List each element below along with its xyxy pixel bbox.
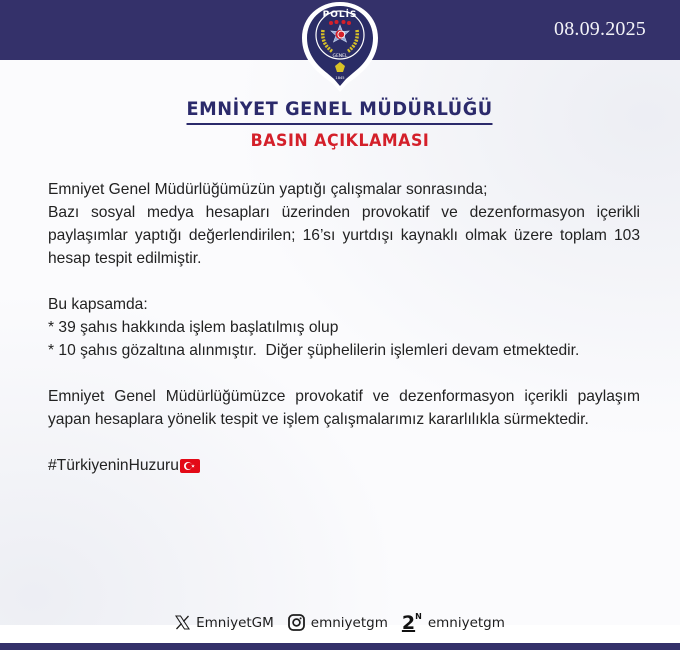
press-release-date: 08.09.2025 — [554, 18, 646, 40]
nsosyal-handle[interactable]: emniyetgm — [427, 614, 505, 631]
x-handle[interactable]: EmniyetGM — [196, 614, 274, 631]
organization-title: EMNİYET GENEL MÜDÜRLÜĞÜ — [187, 98, 493, 125]
police-emblem-icon — [299, 0, 381, 92]
paragraph-conclusion: Emniyet Genel Müdürlüğümüzce provokatif ve dezenformasyon içerikli paylaşım yapan hesaplara yönelik tespit ve işlem çalışmalarımız kararlılıkla sürmektedir. — [48, 388, 640, 428]
social-link-x[interactable] — [175, 615, 274, 631]
footer-band — [0, 643, 680, 650]
hashtag-text[interactable]: #TürkiyeninHuzuru — [48, 457, 179, 474]
bullet-item: * 10 şahıs gözaltına alınmıştır. Diğer şüphelilerin işlemleri devam etmektedir. — [48, 342, 580, 359]
press-release-heading: BASIN AÇIKLAMASI — [250, 131, 430, 151]
turkey-flag-icon — [180, 459, 200, 473]
svg-text:POLİS: POLİS — [322, 10, 358, 20]
social-link-instagram[interactable] — [288, 614, 388, 631]
social-links — [0, 611, 680, 634]
paragraph-scope — [48, 293, 640, 362]
bullet-item: * 39 şahıs hakkında işlem başlatılmış olup — [48, 319, 339, 336]
nsosyal-icon: 2 $^N$ — [401, 611, 422, 634]
hashtag[interactable] — [48, 454, 200, 477]
press-release-body — [48, 178, 640, 477]
title-block — [0, 98, 680, 151]
svg-text:1845: 1845 — [335, 76, 345, 80]
social-link-nsosyal[interactable] — [401, 611, 505, 634]
instagram-handle[interactable]: emniyetgm — [310, 614, 388, 631]
paragraph-line: Emniyet Genel Müdürlüğümüzün yaptığı çalışmalar sonrasında; — [48, 181, 488, 198]
svg-text:GENEL: GENEL — [332, 54, 348, 59]
paragraph-line: Bazı sosyal medya hesapları üzerinden provokatif ve dezenformasyon içerikli paylaşımlar yaptığı değerlendirilen; 16’sı yurtdışı kaynaklı olmak üzere toplam 103 hesap tespit edilmiştir. — [48, 204, 640, 267]
paragraph-findings — [48, 178, 640, 270]
instagram-icon — [288, 614, 305, 631]
scope-intro: Bu kapsamda: — [48, 296, 148, 313]
x-logo-icon — [175, 615, 190, 630]
